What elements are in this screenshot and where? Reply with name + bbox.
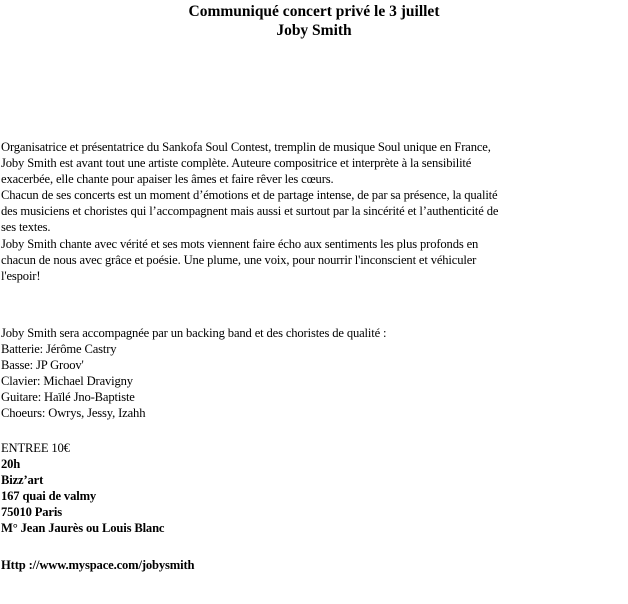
description-line: Chacun de ses concerts est un moment d’émotions et de partage intense, de par sa présence, la qualité (1, 188, 498, 203)
event-info (1, 440, 601, 537)
event-city: 75010 Paris (1, 505, 62, 520)
band-member-guitar: Guitare: Haïlé Jno-Baptiste (1, 390, 135, 405)
band-section (1, 325, 601, 422)
myspace-link[interactable]: Http ://www.myspace.com/jobysmith (1, 558, 195, 572)
description-line: l'espoir! (1, 268, 41, 283)
description-line: Joby Smith est avant tout une artiste complète. Auteure compositrice et interprète à la sensibilité (1, 156, 472, 171)
description-line: des musiciens et choristes qui l’accompagnent mais aussi et surtout par la sincérité et l’authenticité de (1, 204, 499, 219)
description-line: Organisatrice et présentatrice du Sankofa Soul Contest, tremplin de musique Soul unique en France, (1, 140, 491, 154)
band-intro: Joby Smith sera accompagnée par un backing band et des choristes de qualité : (1, 326, 387, 340)
band-member-bass: Basse: JP Groov' (1, 358, 84, 373)
description-line: Joby Smith chante avec vérité et ses mots viennent faire écho aux sentiments les plus profonds en (1, 236, 479, 251)
artist-description (1, 139, 601, 284)
document-header (0, 2, 628, 40)
description-line: ses textes. (1, 220, 51, 235)
event-price: ENTREE 10€ (1, 441, 70, 455)
document-title: Communiqué concert privé le 3 juillet (188, 3, 440, 20)
event-time: 20h (1, 457, 21, 472)
description-line: exacerbée, elle chante pour apaiser les âmes et faire rêver les cœurs. (1, 172, 334, 187)
artist-name: Joby Smith (276, 22, 352, 39)
event-venue: Bizz’art (1, 473, 44, 488)
description-line: chacun de nous avec grâce et poésie. Une plume, une voix, pour nourrir l'inconscient et véhiculer (1, 252, 477, 267)
band-member-choir: Choeurs: Owrys, Jessy, Izahh (1, 406, 146, 421)
event-address: 167 quai de valmy (1, 489, 97, 504)
event-metro: M° Jean Jaurès ou Louis Blanc (1, 521, 165, 536)
band-member-drums: Batterie: Jérôme Castry (1, 342, 117, 357)
band-member-keys: Clavier: Michael Dravigny (1, 374, 133, 389)
